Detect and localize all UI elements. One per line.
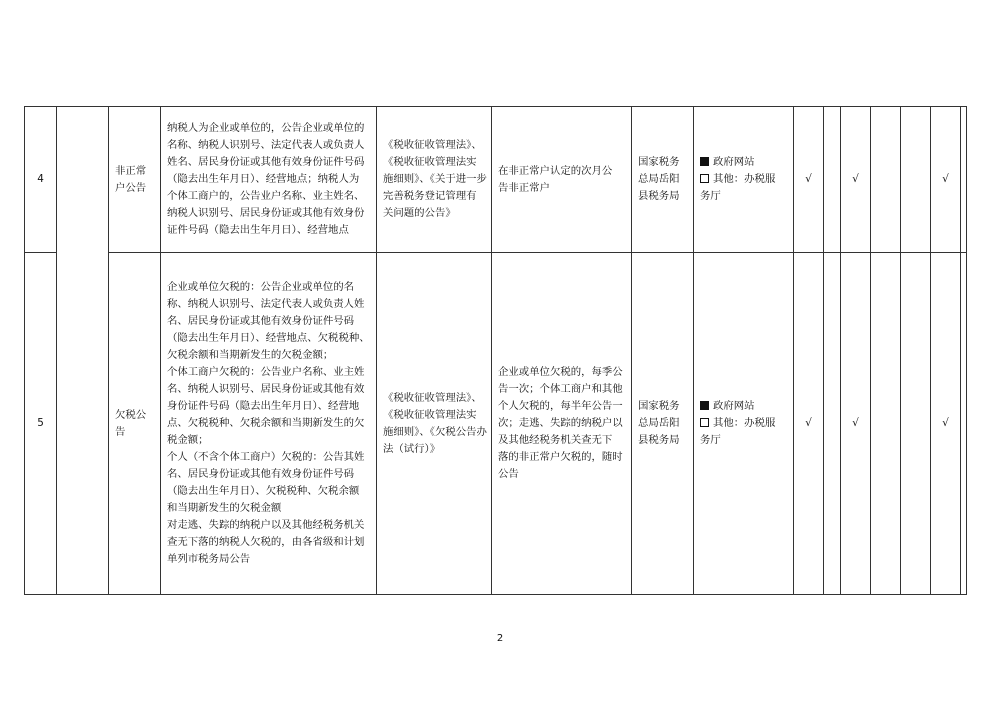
check-cell (824, 107, 841, 253)
check-cell (901, 107, 931, 253)
check-cell (824, 253, 841, 595)
disclosure-channel: 政府网站 其他：办税服 务厅 (694, 107, 794, 253)
check-cell: √ (931, 253, 961, 595)
row-index: 4 (25, 107, 57, 253)
check-cell (871, 107, 901, 253)
responsible-agency: 国家税务 总局岳阳 县税务局 (632, 107, 694, 253)
legal-basis: 《税收征收管理法》、 《税收征收管理法实 施细则》、《关于进一步 完善税务登记管理有 关问题的公告》 (377, 107, 492, 253)
disclosure-content: 纳税人为企业或单位的，公告企业或单位的 名称、纳税人识别号、法定代表人或负责人 姓名、居民身份证或其他有效身份证件号码 （隐去出生年月日）、经营地点；纳税人为 个体工商户的，公告业户名称、业主姓名、 纳税人识别号、居民身份证或其他有效身份 证件号码（隐去出生年月日）、经营地点 (161, 107, 377, 253)
check-cell: √ (931, 107, 961, 253)
page-number: 2 (496, 633, 504, 644)
check-cell: √ (794, 253, 824, 595)
disclosure-content: 企业或单位欠税的：公告企业或单位的名 称、纳税人识别号、法定代表人或负责人姓 名、居民身份证或其他有效身份证件号码 （隐去出生年月日）、经营地点、欠税税种、 欠税余额和当期新发生的欠税金额； 个体工商户欠税的：公告业户名称、业主姓 名、纳税人识别号、居民身份证或其他有效 身份证件号码（隐去出生年月日）、经营地 点、欠税税种、欠税余额和当期新发生的欠 税金额； 个人（不含个体工商户）欠税的：公告其姓 名、居民身份证或其他有效身份证件号码 （隐去出生年月日）、欠税税种、欠税余额 和当期新发生的欠税金额 对走逃、失踪的纳税户以及其他经税务机关 查无下落的纳税人欠税的，由各省级和计划 单列市税务局公告 (161, 253, 377, 595)
responsible-agency: 国家税务 总局岳阳 县税务局 (632, 253, 694, 595)
disclosure-table (24, 106, 967, 595)
check-cell: √ (841, 253, 871, 595)
row-index: 5 (25, 253, 57, 595)
check-cell: √ (841, 107, 871, 253)
check-cell: √ (794, 107, 824, 253)
disclosure-channel: 政府网站 其他：办税服 务厅 (694, 253, 794, 595)
checked-box-icon (700, 157, 709, 166)
check-cell (871, 253, 901, 595)
item-name: 欠税公 告 (109, 253, 161, 595)
check-cell (901, 253, 931, 595)
disclosure-timing: 企业或单位欠税的，每季公 告一次；个体工商户和其他 个人欠税的，每半年公告一 次；走逃、失踪的纳税户以 及其他经税务机关查无下 落的非正常户欠税的，随时 公告 (492, 253, 632, 595)
table-row-4 (25, 107, 967, 253)
disclosure-timing: 在非正常户认定的次月公 告非正常户 (492, 107, 632, 253)
checked-box-icon (700, 401, 709, 410)
check-cell (961, 253, 967, 595)
table-row-5 (25, 253, 967, 595)
check-cell (961, 107, 967, 253)
legal-basis: 《税收征收管理法》、 《税收征收管理法实 施细则》、《欠税公告办 法（试行）》 (377, 253, 492, 595)
category-cell (57, 107, 109, 595)
item-name: 非正常 户公告 (109, 107, 161, 253)
unchecked-box-icon (700, 418, 709, 427)
unchecked-box-icon (700, 174, 709, 183)
